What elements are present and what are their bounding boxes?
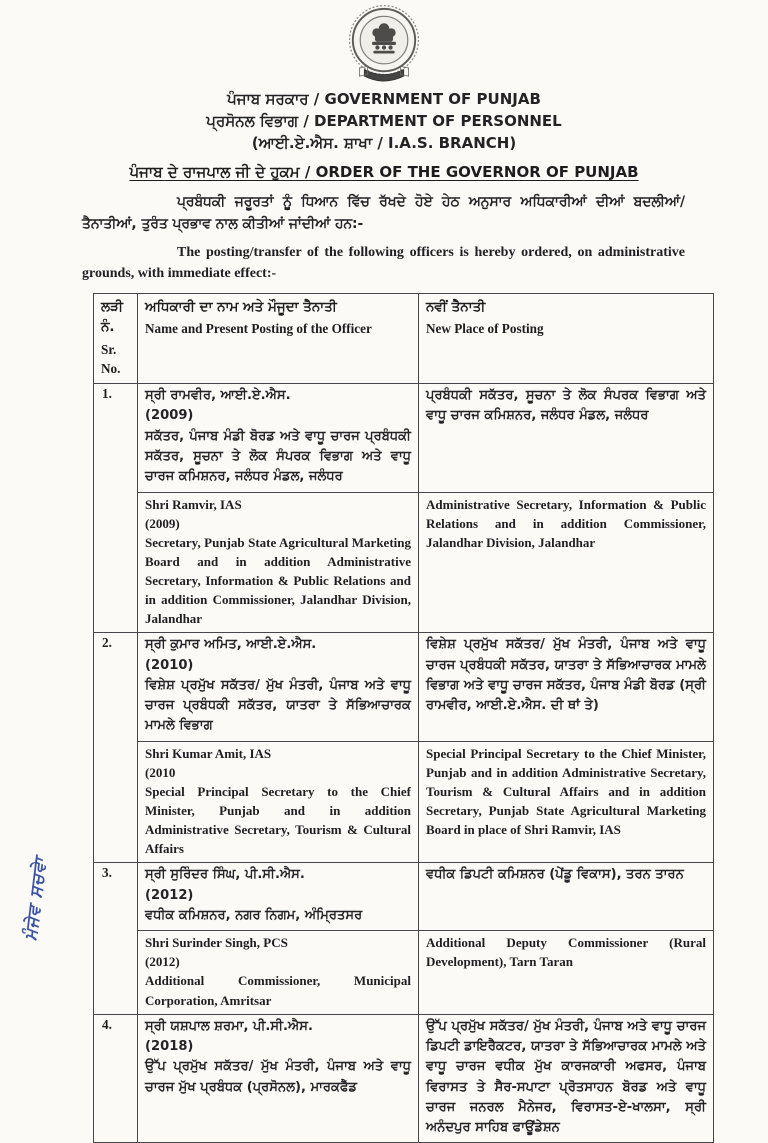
present-posting-pa-cell: ਸ੍ਰੀ ਕੁਮਾਰ ਅਮਿਤ, ਆਈ.ਏ.ਐਸ. (2010) ਵਿਸ਼ੇਸ਼ ਪ੍ਰਮੁੱਖ ਸਕੱਤਰ/ ਮੁੱਖ ਮੰਤਰੀ, ਪੰਜਾਬ ਅਤੇ ਵਾਧੂ ਚਾਰਜ ਪ੍ਰਬੰਧਕੀ ਸਕੱਤਰ, ਯਾਤਰਾ ਤੇ ਸੱਭਿਆਚਾਰਕ ਮਾਮਲੇ ਵਿਭਾਗ bbox=[138, 633, 419, 741]
new-posting-en-cell: Special Principal Secretary to the Chief Minister, Punjab and in addition Administrative Secretary, Tourism & Cultural Affairs and in addition Secretary, Punjab State Agricultural Marketing Board in place of Shri Ramvir, IAS bbox=[419, 741, 714, 863]
new-posting-pa-cell: ਪ੍ਰਬੰਧਕੀ ਸਕੱਤਰ, ਸੂਚਨਾ ਤੇ ਲੋਕ ਸੰਪਰਕ ਵਿਭਾਗ ਅਤੇ ਵਾਧੂ ਚਾਰਜ ਕਮਿਸ਼ਨਰ, ਜਲੰਧਰ ਮੰਡਲ, ਜਲੰਧਰ bbox=[419, 384, 714, 492]
new-posting-pa-cell: ਵਧੀਕ ਡਿਪਟੀ ਕਮਿਸ਼ਨਰ (ਪੇਂਡੂ ਵਿਕਾਸ), ਤਰਨ ਤਾਰਨ bbox=[419, 863, 714, 931]
present-posting-en-cell: Shri Kumar Amit, IAS (2010 Special Principal Secretary to the Chief Minister, Punjab and in addition Administrative Secretary, Tourism & Cultural Affairs bbox=[138, 741, 419, 863]
header-present-posting: ਅਧਿਕਾਰੀ ਦਾ ਨਾਮ ਅਤੇ ਮੌਜੂਦਾ ਤੈਨਾਤੀ Name and Present Posting of the Officer bbox=[138, 294, 419, 384]
present-posting-pa-cell: ਸ੍ਰੀ ਸੁਰਿੰਦਰ ਸਿੰਘ, ਪੀ.ਸੀ.ਐਸ. (2012) ਵਧੀਕ ਕਮਿਸ਼ਨਰ, ਨਗਰ ਨਿਗਮ, ਅੰਮ੍ਰਿਤਸਰ bbox=[138, 863, 419, 931]
intro-paragraph-english: The posting/transfer of the following officers is hereby ordered, on administrative grounds, with immediate effect:- bbox=[82, 244, 685, 282]
letterhead bbox=[0, 88, 768, 154]
present-posting-pa-cell: ਸ੍ਰੀ ਰਾਮਵੀਰ, ਆਈ.ਏ.ਐਸ. (2009) ਸਕੱਤਰ, ਪੰਜਾਬ ਮੰਡੀ ਬੋਰਡ ਅਤੇ ਵਾਧੂ ਚਾਰਜ ਪ੍ਰਬੰਧਕੀ ਸਕੱਤਰ, ਸੂਚਨਾ ਤੇ ਲੋਕ ਸੰਪਰਕ ਵਿਭਾਗ ਅਤੇ ਵਾਧੂ ਚਾਰਜ ਕਮਿਸ਼ਨਰ, ਜਲੰਧਰ ਮੰਡਲ, ਜਲੰਧਰ bbox=[138, 384, 419, 492]
new-posting-pa-cell: ਵਿਸ਼ੇਸ਼ ਪ੍ਰਮੁੱਖ ਸਕੱਤਰ/ ਮੁੱਖ ਮੰਤਰੀ, ਪੰਜਾਬ ਅਤੇ ਵਾਧੂ ਚਾਰਜ ਪ੍ਰਬੰਧਕੀ ਸਕੱਤਰ, ਯਾਤਰਾ ਤੇ ਸੱਭਿਆਚਾਰਕ ਮਾਮਲੇ ਵਿਭਾਗ ਅਤੇ ਵਾਧੂ ਚਾਰਜ ਸਕੱਤਰ, ਪੰਜਾਬ ਮੰਡੀ ਬੋਰਡ (ਸ੍ਰੀ ਰਾਮਵੀਰ, ਆਈ.ਏ.ਐਸ. ਦੀ ਥਾਂ ਤੇ) bbox=[419, 633, 714, 741]
sr-no-cell: 4. bbox=[94, 1014, 138, 1143]
present-posting-en-cell: Shri Surinder Singh, PCS (2012) Additional Commissioner, Municipal Corporation, Amritsar bbox=[138, 931, 419, 1014]
table-header-row bbox=[94, 294, 714, 384]
table-row-english bbox=[94, 492, 714, 633]
header-sr-no: ਲੜੀ ਨੰ. Sr. No. bbox=[94, 294, 138, 384]
present-posting-pa-cell: ਸ੍ਰੀ ਯਸ਼ਪਾਲ ਸ਼ਰਮਾ, ਪੀ.ਸੀ.ਐਸ. (2018) ਉੱਪ ਪ੍ਰਮੁੱਖ ਸਕੱਤਰ/ ਮੁੱਖ ਮੰਤਰੀ, ਪੰਜਾਬ ਅਤੇ ਵਾਧੂ ਚਾਰਜ ਮੁੱਖ ਪ੍ਰਬੰਧਕ (ਪ੍ਰਸੋਨਲ), ਮਾਰਕਫੈੱਡ bbox=[138, 1014, 419, 1143]
sr-no-cell: 2. bbox=[94, 633, 138, 863]
sr-no-cell: 3. bbox=[94, 863, 138, 1014]
order-title: ਪੰਜਾਬ ਦੇ ਰਾਜਪਾਲ ਜੀ ਦੇ ਹੁਕਮ / ORDER OF THE GOVERNOR OF PUNJAB bbox=[129, 163, 639, 181]
new-posting-en-cell: Additional Deputy Commissioner (Rural Development), Tarn Taran bbox=[419, 931, 714, 1014]
new-posting-pa-cell: ਉੱਪ ਪ੍ਰਮੁੱਖ ਸਕੱਤਰ/ ਮੁੱਖ ਮੰਤਰੀ, ਪੰਜਾਬ ਅਤੇ ਵਾਧੂ ਚਾਰਜ ਡਿਪਟੀ ਡਾਇਰੈਕਟਰ, ਯਾਤਰਾ ਤੇ ਸੱਭਿਆਚਾਰਕ ਮਾਮਲੇ ਅਤੇ ਵਾਧੂ ਚਾਰਜ ਵਧੀਕ ਮੁੱਖ ਕਾਰਜਕਾਰੀ ਅਫਸਰ, ਪੰਜਾਬ ਵਿਰਾਸਤ ਤੇ ਸੈਰ-ਸਪਾਟਾ ਪ੍ਰੋਤਸਾਹਨ ਬੋਰਡ ਅਤੇ ਵਾਧੂ ਚਾਰਜ ਜਨਰਲ ਮੈਨੇਜਰ, ਵਿਰਾਸਤ-ਏ-ਖਾਲਸਾ, ਸ੍ਰੀ ਅਨੰਦਪੁਰ ਸਾਹਿਬ ਫਾਊਂਡੇਸ਼ਨ bbox=[419, 1014, 714, 1143]
intro-paragraph-punjabi: ਪ੍ਰਬੰਧਕੀ ਜਰੂਰਤਾਂ ਨੂੰ ਧਿਆਨ ਵਿੱਚ ਰੱਖਦੇ ਹੋਏ ਹੇਠ ਅਨੁਸਾਰ ਅਧਿਕਾਰੀਆਂ ਦੀਆਂ ਬਦਲੀਆਂ/ਤੈਨਾਤੀਆਂ, ਤੁਰੰਤ ਪ੍ਰਭਾਵ ਨਾਲ ਕੀਤੀਆਂ ਜਾਂਦੀਆਂ ਹਨ:- bbox=[82, 194, 685, 233]
handwritten-margin-note: ਮੰਜੇਵ ਸਚਵੇਾ bbox=[21, 855, 52, 942]
table-row-english bbox=[94, 931, 714, 1014]
table-row-punjabi bbox=[94, 863, 714, 931]
new-posting-en-cell: Administrative Secretary, Information & Public Relations and in addition Commissioner, Jalandhar Division, Jalandhar bbox=[419, 492, 714, 633]
sr-no-cell: 1. bbox=[94, 384, 138, 633]
present-posting-en-cell: Shri Ramvir, IAS (2009) Secretary, Punjab State Agricultural Marketing Board and in addition Administrative Secretary, Information & Public Relations and in addition Commissioner, Jalandhar Division, Jalandhar bbox=[138, 492, 419, 633]
branch-line: (ਆਈ.ਏ.ਐਸ. ਸ਼ਾਖਾ / I.A.S. BRANCH) bbox=[251, 134, 517, 152]
transfer-order-table bbox=[93, 293, 714, 1143]
department-line: ਪ੍ਰਸੋਨਲ ਵਿਭਾਗ / DEPARTMENT OF PERSONNEL bbox=[206, 112, 562, 130]
table-row-english bbox=[94, 741, 714, 863]
header-new-posting: ਨਵੀਂ ਤੈਨਾਤੀ New Place of Posting bbox=[419, 294, 714, 384]
table-row-punjabi bbox=[94, 1014, 714, 1143]
table-row-punjabi bbox=[94, 633, 714, 741]
govt-line: ਪੰਜਾਬ ਸਰਕਾਰ / GOVERNMENT OF PUNJAB bbox=[227, 90, 541, 108]
table-row-punjabi bbox=[94, 384, 714, 492]
intro-section bbox=[82, 191, 685, 285]
emblem-container bbox=[0, 0, 768, 86]
punjab-state-emblem-icon bbox=[338, 4, 430, 86]
